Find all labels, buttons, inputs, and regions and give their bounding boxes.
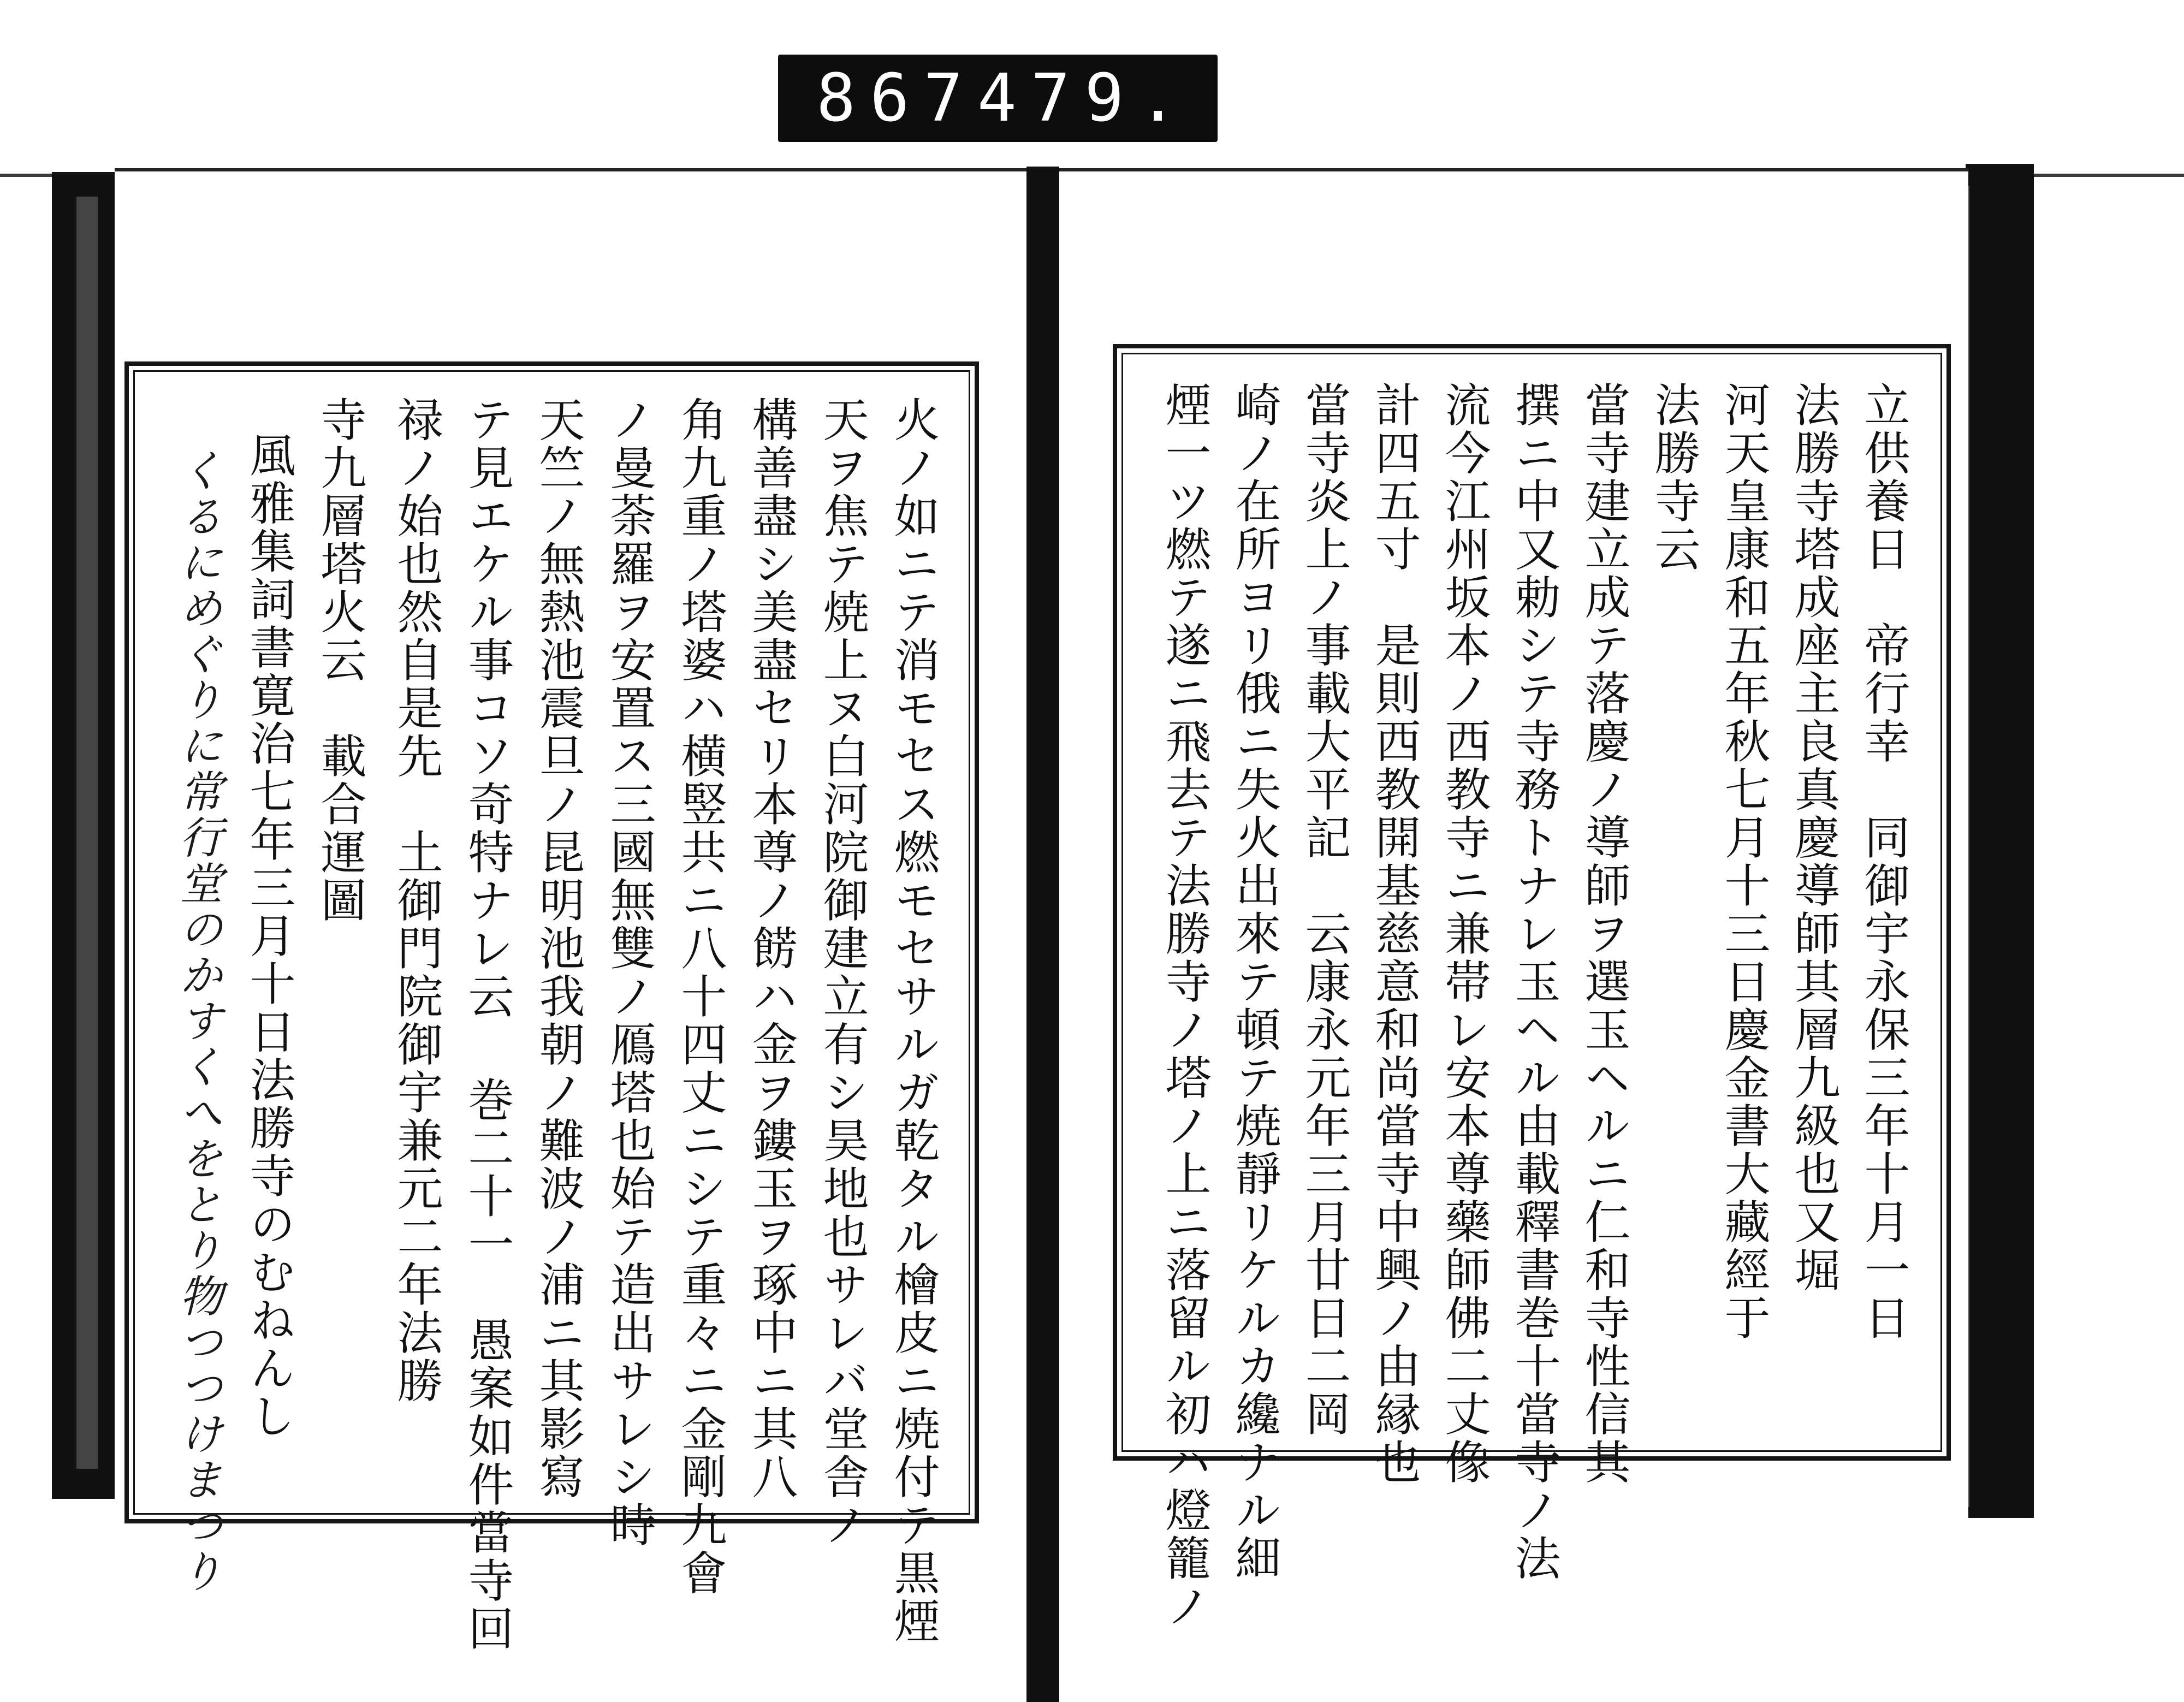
left-column-6: 天竺ノ無熱池震旦ノ昆明池我朝ノ難波ノ浦ニ其影寫 (532, 396, 585, 1501)
book-gutter (1026, 167, 1059, 1702)
left-column-7: テ見エケル事コソ奇特ナレ云 巻二十一 愚案如件當寺回 (461, 396, 514, 1653)
left-column-8: 禄ノ始也然自是先 土御門院御宇兼元二年法勝 (390, 396, 443, 1405)
left-column-10: 風雅集詞書寛治七年三月十日法勝寺のむねんし (242, 431, 296, 1440)
book-cover-left-edge (76, 197, 98, 1469)
right-column-4: 法勝寺云 (1647, 381, 1701, 573)
right-column-9: 當寺炎上ノ事載大平記 云康永元年三月廿日二岡 (1298, 381, 1351, 1438)
right-column-6: 撰ニ中又勅シテ寺務トナレ玉ヘル由載釋書巻十當寺ノ法 (1508, 381, 1561, 1582)
left-column-4: 角九重ノ塔婆ハ横竪共ニ八十四丈ニシテ重々ニ金剛九會 (674, 396, 727, 1597)
right-column-1: 立供養日 帝行幸 同御宇永保三年十月一日 (1857, 381, 1910, 1342)
left-column-2: 天ヲ焦テ焼上ヌ白河院御建立有シ昊地也サレバ堂舎ノ (816, 396, 869, 1549)
right-column-7: 流今江州坂本ノ西教寺ニ兼帯レ安本尊藥師佛二丈像 (1438, 381, 1491, 1486)
label-left-number: 867 (816, 60, 977, 137)
right-column-11: 煙一ツ燃テ遂ニ飛去テ法勝寺ノ塔ノ上ニ落留ル初ハ燈籠ノ (1158, 381, 1212, 1630)
book-cover-right (1966, 164, 2034, 1518)
left-column-3: 構善盡シ美盡セリ本尊ノ餝ハ金ヲ鏤玉ヲ琢中ニ其八 (745, 396, 798, 1501)
archive-label (778, 55, 1218, 142)
right-column-8: 計四五寸 是則西教開基慈意和尚當寺中興ノ由縁也 (1368, 381, 1421, 1486)
right-column-10: 崎ノ在所ヨリ俄ニ失火出來テ頓テ焼靜リケルカ纔ナル細 (1228, 381, 1281, 1582)
left-column-9: 寺九層塔火云 載合運圖 (313, 396, 367, 924)
left-column-5: ノ曼荼羅ヲ安置ス三國無雙ノ鴈塔也始テ造出サレシ時 (603, 396, 656, 1549)
label-right-number: 479. (977, 60, 1192, 137)
right-column-5: 當寺建立成テ落慶ノ導師ヲ選玉ヘルニ仁和寺性信其 (1577, 381, 1631, 1486)
left-page-text-frame (124, 361, 979, 1653)
right-column-2: 法勝寺塔成座主良真慶導師其層九級也又堀 (1787, 381, 1841, 1294)
left-column-1: 火ノ如ニテ消モセス燃モセサルガ乾タル檜皮ニ焼付テ黒煙 (887, 396, 940, 1645)
right-column-3: 河天皇康和五年秋七月十三日慶金書大藏經于 (1717, 381, 1771, 1342)
right-page-text-frame (1113, 344, 1951, 1630)
left-column-11-cursive: くるにめぐりに常行堂のかすくへをとり物つつけまつり (172, 448, 223, 1594)
